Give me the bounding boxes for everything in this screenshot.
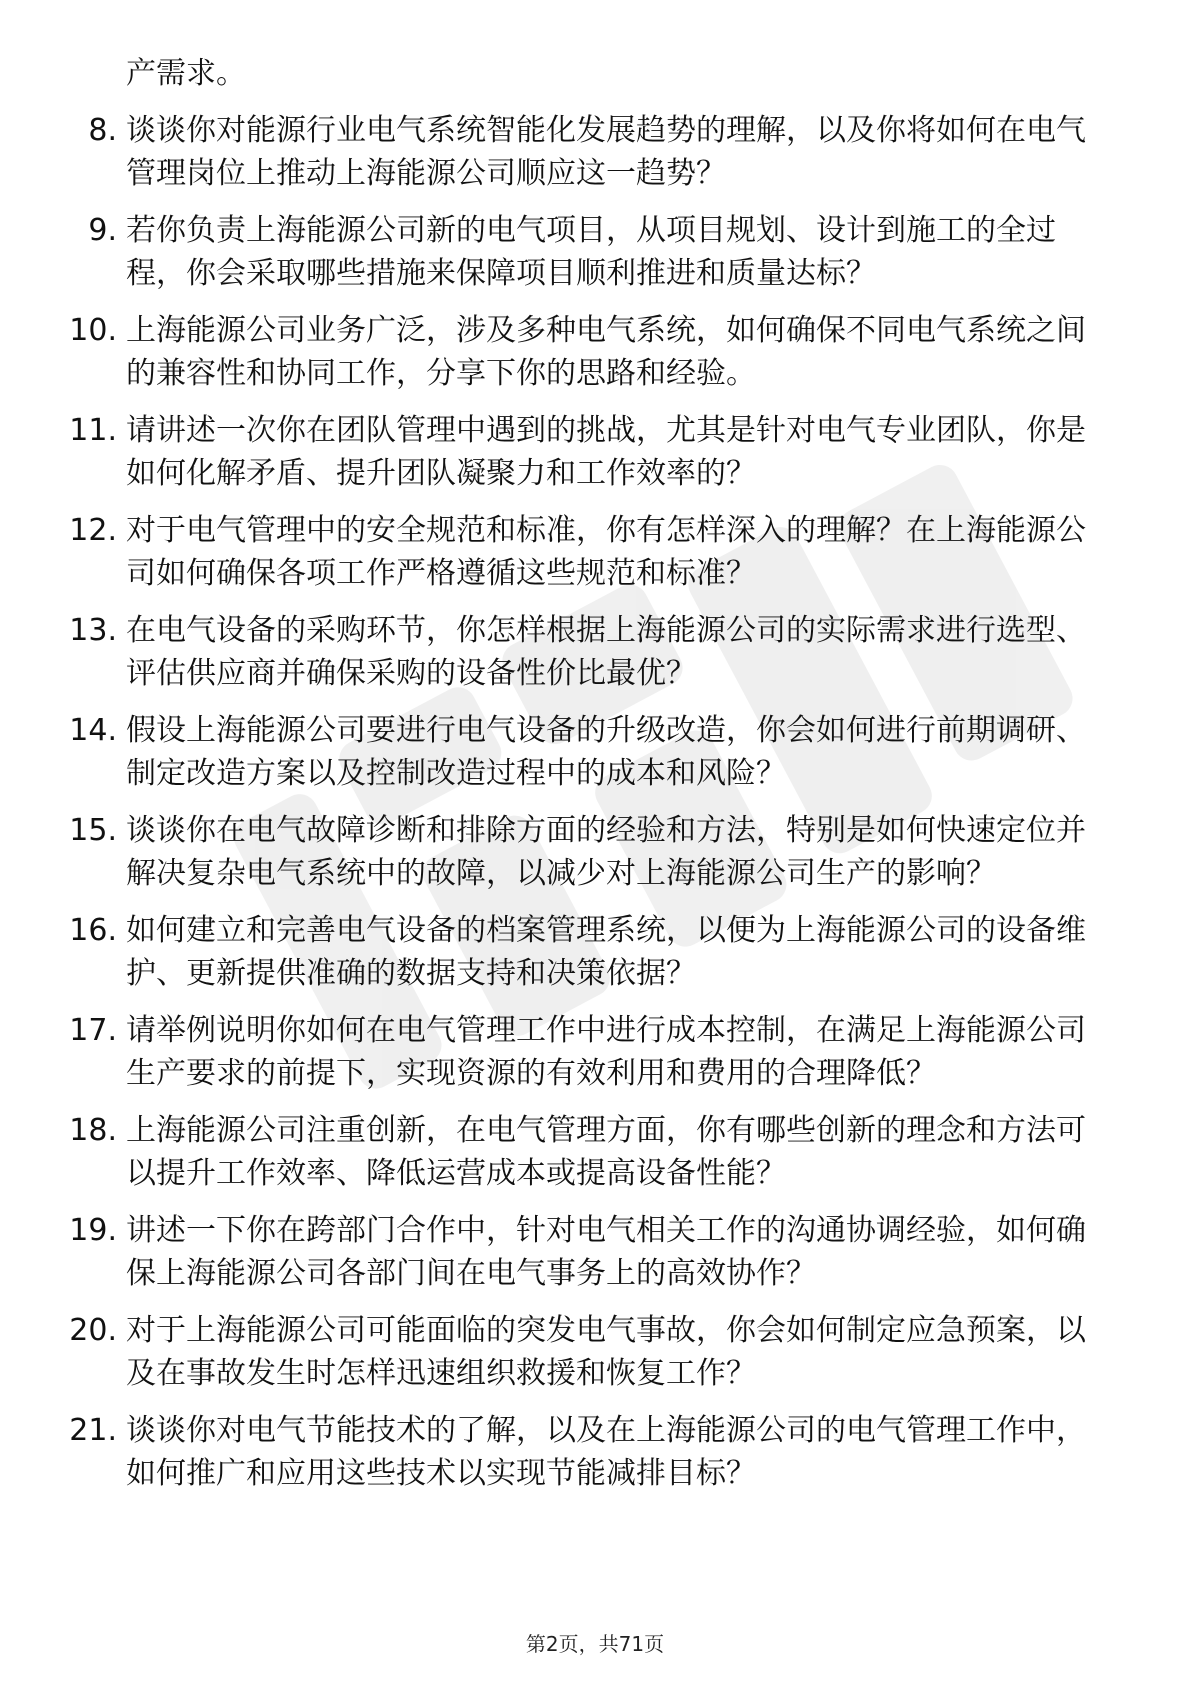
question-number: 8.	[88, 113, 117, 148]
list-item	[55, 1309, 1115, 1395]
list-item	[55, 1209, 1115, 1295]
question-text: 假设上海能源公司要进行电气设备的升级改造，你会如何进行前期调研、制定改造方案以及控制改造过程中的成本和风险？	[126, 713, 1086, 791]
list-item	[55, 809, 1115, 895]
list-item	[55, 209, 1115, 295]
question-number: 21.	[69, 1413, 117, 1448]
question-text: 对于上海能源公司可能面临的突发电气事故，你会如何制定应急预案，以及在事故发生时怎样迅速组织救援和恢复工作？	[126, 1313, 1086, 1391]
page-number-label: 第2页，共71页	[525, 1632, 665, 1656]
question-text: 若你负责上海能源公司新的电气项目，从项目规划、设计到施工的全过程，你会采取哪些措施来保障项目顺利推进和质量达标？	[126, 213, 1056, 291]
question-number: 20.	[69, 1313, 117, 1348]
question-number: 13.	[69, 613, 117, 648]
list-item	[55, 709, 1115, 795]
list-item	[55, 1009, 1115, 1095]
question-text: 对于电气管理中的安全规范和标准，你有怎样深入的理解？在上海能源公司如何确保各项工作严格遵循这些规范和标准？	[126, 513, 1086, 591]
question-number: 12.	[69, 513, 117, 548]
question-text: 上海能源公司注重创新，在电气管理方面，你有哪些创新的理念和方法可以提升工作效率、降低运营成本或提高设备性能？	[126, 1113, 1086, 1191]
question-text: 上海能源公司业务广泛，涉及多种电气系统，如何确保不同电气系统之间的兼容性和协同工作，分享下你的思路和经验。	[126, 313, 1086, 391]
list-item	[55, 609, 1115, 695]
page-footer	[0, 1632, 1190, 1656]
question-number: 14.	[69, 713, 117, 748]
list-item	[55, 409, 1115, 495]
list-item	[55, 1109, 1115, 1195]
content-area	[55, 52, 1115, 1509]
question-number: 15.	[69, 813, 117, 848]
list-item	[55, 1409, 1115, 1495]
question-number: 18.	[69, 1113, 117, 1148]
question-number: 9.	[88, 213, 117, 248]
list-item	[55, 909, 1115, 995]
question-text: 谈谈你在电气故障诊断和排除方面的经验和方法，特别是如何快速定位并解决复杂电气系统中的故障，以减少对上海能源公司生产的影响？	[126, 813, 1086, 891]
question-text: 谈谈你对电气节能技术的了解，以及在上海能源公司的电气管理工作中，如何推广和应用这些技术以实现节能减排目标？	[126, 1413, 1086, 1491]
list-item	[55, 309, 1115, 395]
question-number: 17.	[69, 1013, 117, 1048]
list-item	[55, 509, 1115, 595]
question-text: 如何建立和完善电气设备的档案管理系统，以便为上海能源公司的设备维护、更新提供准确的数据支持和决策依据？	[126, 913, 1086, 991]
question-list	[55, 109, 1115, 1495]
question-number: 11.	[69, 413, 117, 448]
question-number: 10.	[69, 313, 117, 348]
question-number: 19.	[69, 1213, 117, 1248]
list-item	[55, 109, 1115, 195]
question-number: 16.	[69, 913, 117, 948]
question-text: 谈谈你对能源行业电气系统智能化发展趋势的理解，以及你将如何在电气管理岗位上推动上海能源公司顺应这一趋势？	[126, 113, 1086, 191]
continuation-text: 产需求。	[126, 56, 246, 91]
question-text: 请讲述一次你在团队管理中遇到的挑战，尤其是针对电气专业团队，你是如何化解矛盾、提升团队凝聚力和工作效率的？	[126, 413, 1086, 491]
question-text: 在电气设备的采购环节，你怎样根据上海能源公司的实际需求进行选型、评估供应商并确保采购的设备性价比最优？	[126, 613, 1086, 691]
question-text: 请举例说明你如何在电气管理工作中进行成本控制，在满足上海能源公司生产要求的前提下，实现资源的有效利用和费用的合理降低？	[126, 1013, 1086, 1091]
question-text: 讲述一下你在跨部门合作中，针对电气相关工作的沟通协调经验，如何确保上海能源公司各部门间在电气事务上的高效协作？	[126, 1213, 1086, 1291]
